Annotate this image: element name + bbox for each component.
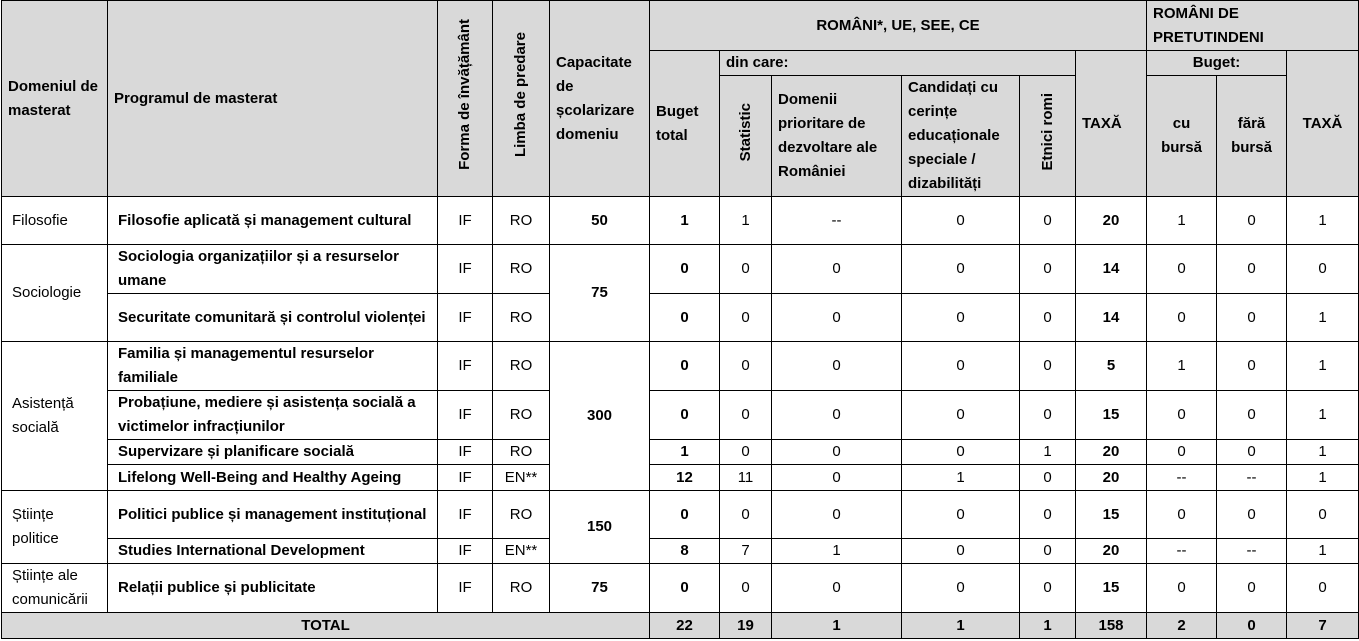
cell-statistic: 0 — [720, 342, 772, 391]
cell-domenii: 0 — [772, 245, 902, 294]
total-fara-bursa: 0 — [1217, 613, 1287, 639]
table-row — [2, 539, 1359, 564]
cell-buget-total: 0 — [650, 245, 720, 294]
cell-cerinte: 1 — [902, 465, 1020, 491]
header-buget-total: Buget total — [650, 51, 720, 197]
cell-buget-total: 0 — [650, 294, 720, 342]
total-romi: 1 — [1020, 613, 1076, 639]
cell-cu-bursa: 0 — [1147, 391, 1217, 440]
cell-cerinte: 0 — [902, 245, 1020, 294]
cell-romi: 0 — [1020, 197, 1076, 245]
total-buget-total: 22 — [650, 613, 720, 639]
header-cerinte-speciale: Candidați cu cerințe educaționale speciale / dizabilități — [902, 76, 1020, 197]
cell-forma: IF — [438, 440, 493, 465]
cell-fara-bursa: 0 — [1217, 564, 1287, 613]
header-domenii-prioritare: Domenii prioritare de dezvoltare ale României — [772, 76, 902, 197]
header-cu-bursa: cu bursă — [1147, 76, 1217, 197]
cell-cu-bursa: 1 — [1147, 197, 1217, 245]
cell-domenii: 1 — [772, 539, 902, 564]
cell-buget-total: 0 — [650, 564, 720, 613]
cell-cu-bursa: 1 — [1147, 342, 1217, 391]
cell-statistic: 0 — [720, 245, 772, 294]
cell-romi: 0 — [1020, 491, 1076, 539]
program-name: Politici publice și management instituțional — [108, 491, 438, 539]
cell-statistic: 0 — [720, 440, 772, 465]
cell-romi: 0 — [1020, 391, 1076, 440]
domain-capacity: 75 — [550, 245, 650, 342]
cell-limba: RO — [493, 564, 550, 613]
table-row — [2, 491, 1359, 539]
program-name: Securitate comunitară și controlul violenței — [108, 294, 438, 342]
cell-cerinte: 0 — [902, 342, 1020, 391]
cell-taxa-pretutindeni: 1 — [1287, 440, 1359, 465]
cell-limba: RO — [493, 491, 550, 539]
cell-limba: RO — [493, 391, 550, 440]
program-name: Relații publice și publicitate — [108, 564, 438, 613]
cell-taxa: 14 — [1076, 245, 1147, 294]
cell-taxa: 20 — [1076, 465, 1147, 491]
cell-cerinte: 0 — [902, 197, 1020, 245]
header-etnici-romi: Etnici romi — [1020, 76, 1076, 197]
table-row — [2, 391, 1359, 440]
cell-cerinte: 0 — [902, 539, 1020, 564]
program-name: Familia și managementul resurselor familiale — [108, 342, 438, 391]
header-statistic: Statistic — [720, 76, 772, 197]
cell-fara-bursa: 0 — [1217, 197, 1287, 245]
total-cu-bursa: 2 — [1147, 613, 1217, 639]
cell-taxa-pretutindeni: 1 — [1287, 342, 1359, 391]
cell-forma: IF — [438, 342, 493, 391]
cell-fara-bursa: 0 — [1217, 391, 1287, 440]
table-row — [2, 197, 1359, 245]
total-taxa-pretutindeni: 7 — [1287, 613, 1359, 639]
cell-forma: IF — [438, 564, 493, 613]
cell-forma: IF — [438, 539, 493, 564]
cell-fara-bursa: 0 — [1217, 245, 1287, 294]
header-forma: Forma de învățământ — [438, 1, 493, 197]
cell-romi: 0 — [1020, 465, 1076, 491]
cell-cerinte: 0 — [902, 391, 1020, 440]
cell-fara-bursa: 0 — [1217, 342, 1287, 391]
cell-statistic: 11 — [720, 465, 772, 491]
domain-name: Științe ale comunicării — [2, 564, 108, 613]
cell-fara-bursa: -- — [1217, 465, 1287, 491]
cell-cerinte: 0 — [902, 440, 1020, 465]
cell-taxa: 5 — [1076, 342, 1147, 391]
cell-taxa: 15 — [1076, 491, 1147, 539]
program-name: Lifelong Well-Being and Healthy Ageing — [108, 465, 438, 491]
cell-domenii: 0 — [772, 465, 902, 491]
cell-taxa: 20 — [1076, 539, 1147, 564]
domain-name: Filosofie — [2, 197, 108, 245]
cell-forma: IF — [438, 391, 493, 440]
cell-statistic: 1 — [720, 197, 772, 245]
cell-limba: EN** — [493, 465, 550, 491]
cell-domenii: 0 — [772, 440, 902, 465]
table-row — [2, 342, 1359, 391]
cell-fara-bursa: -- — [1217, 539, 1287, 564]
header-romani-group: ROMÂNI*, UE, SEE, CE — [650, 1, 1147, 51]
cell-romi: 0 — [1020, 539, 1076, 564]
total-statistic: 19 — [720, 613, 772, 639]
table-row — [2, 564, 1359, 613]
header-program: Programul de masterat — [108, 1, 438, 197]
domain-capacity: 75 — [550, 564, 650, 613]
cell-romi: 0 — [1020, 564, 1076, 613]
cell-taxa: 20 — [1076, 440, 1147, 465]
cell-domenii: 0 — [772, 491, 902, 539]
cell-cu-bursa: 0 — [1147, 491, 1217, 539]
cell-domenii: 0 — [772, 564, 902, 613]
masters-admission-table — [1, 0, 1359, 639]
cell-romi: 0 — [1020, 245, 1076, 294]
header-taxa: TAXĂ — [1076, 51, 1147, 197]
cell-taxa-pretutindeni: 1 — [1287, 197, 1359, 245]
table-row — [2, 440, 1359, 465]
header-taxa-pretutindeni: TAXĂ — [1287, 51, 1359, 197]
cell-domenii: 0 — [772, 391, 902, 440]
cell-fara-bursa: 0 — [1217, 491, 1287, 539]
cell-taxa-pretutindeni: 0 — [1287, 491, 1359, 539]
cell-taxa: 20 — [1076, 197, 1147, 245]
cell-romi: 1 — [1020, 440, 1076, 465]
total-domenii: 1 — [772, 613, 902, 639]
cell-cu-bursa: 0 — [1147, 245, 1217, 294]
table-row — [2, 294, 1359, 342]
cell-statistic: 0 — [720, 391, 772, 440]
cell-buget-total: 0 — [650, 491, 720, 539]
cell-statistic: 7 — [720, 539, 772, 564]
cell-taxa-pretutindeni: 0 — [1287, 564, 1359, 613]
program-name: Sociologia organizațiilor și a resurselor umane — [108, 245, 438, 294]
cell-cu-bursa: -- — [1147, 539, 1217, 564]
domain-capacity: 300 — [550, 342, 650, 491]
cell-romi: 0 — [1020, 294, 1076, 342]
cell-buget-total: 1 — [650, 197, 720, 245]
cell-cu-bursa: 0 — [1147, 440, 1217, 465]
program-name: Probațiune, mediere și asistența socială a victimelor infracțiunilor — [108, 391, 438, 440]
program-name: Studies International Development — [108, 539, 438, 564]
cell-limba: RO — [493, 294, 550, 342]
program-name: Filosofie aplicată și management cultural — [108, 197, 438, 245]
cell-statistic: 0 — [720, 564, 772, 613]
cell-cerinte: 0 — [902, 294, 1020, 342]
header-buget: Buget: — [1147, 51, 1287, 76]
cell-limba: RO — [493, 342, 550, 391]
cell-limba: RO — [493, 197, 550, 245]
cell-taxa-pretutindeni: 1 — [1287, 391, 1359, 440]
cell-limba: EN** — [493, 539, 550, 564]
cell-limba: RO — [493, 440, 550, 465]
cell-forma: IF — [438, 245, 493, 294]
header-fara-bursa: fără bursă — [1217, 76, 1287, 197]
cell-buget-total: 0 — [650, 342, 720, 391]
cell-romi: 0 — [1020, 342, 1076, 391]
cell-buget-total: 8 — [650, 539, 720, 564]
cell-taxa-pretutindeni: 1 — [1287, 294, 1359, 342]
cell-cerinte: 0 — [902, 491, 1020, 539]
cell-fara-bursa: 0 — [1217, 294, 1287, 342]
cell-cu-bursa: -- — [1147, 465, 1217, 491]
cell-domenii: -- — [772, 197, 902, 245]
header-capacitate: Capacitate de școlarizare domeniu — [550, 1, 650, 197]
domain-name: Sociologie — [2, 245, 108, 342]
domain-name: Asistență socială — [2, 342, 108, 491]
domain-capacity: 50 — [550, 197, 650, 245]
cell-forma: IF — [438, 197, 493, 245]
domain-capacity: 150 — [550, 491, 650, 564]
cell-domenii: 0 — [772, 294, 902, 342]
cell-forma: IF — [438, 465, 493, 491]
cell-taxa-pretutindeni: 0 — [1287, 245, 1359, 294]
cell-forma: IF — [438, 491, 493, 539]
cell-cu-bursa: 0 — [1147, 564, 1217, 613]
header-din-care: din care: — [720, 51, 1076, 76]
cell-buget-total: 12 — [650, 465, 720, 491]
total-cerinte: 1 — [902, 613, 1020, 639]
program-name: Supervizare și planificare socială — [108, 440, 438, 465]
total-label: TOTAL — [2, 613, 650, 639]
cell-domenii: 0 — [772, 342, 902, 391]
cell-buget-total: 1 — [650, 440, 720, 465]
cell-forma: IF — [438, 294, 493, 342]
total-taxa: 158 — [1076, 613, 1147, 639]
total-row — [2, 613, 1359, 639]
cell-statistic: 0 — [720, 294, 772, 342]
table-row — [2, 465, 1359, 491]
domain-name: Științe politice — [2, 491, 108, 564]
cell-taxa-pretutindeni: 1 — [1287, 465, 1359, 491]
cell-taxa: 15 — [1076, 391, 1147, 440]
cell-cu-bursa: 0 — [1147, 294, 1217, 342]
cell-taxa: 15 — [1076, 564, 1147, 613]
table-row — [2, 245, 1359, 294]
cell-fara-bursa: 0 — [1217, 440, 1287, 465]
cell-taxa-pretutindeni: 1 — [1287, 539, 1359, 564]
cell-buget-total: 0 — [650, 391, 720, 440]
header-limba: Limba de predare — [493, 1, 550, 197]
header-pretutindeni: ROMÂNI DE PRETUTINDENI — [1147, 1, 1359, 51]
cell-statistic: 0 — [720, 491, 772, 539]
cell-limba: RO — [493, 245, 550, 294]
header-domeniu: Domeniul de masterat — [2, 1, 108, 197]
cell-taxa: 14 — [1076, 294, 1147, 342]
cell-cerinte: 0 — [902, 564, 1020, 613]
